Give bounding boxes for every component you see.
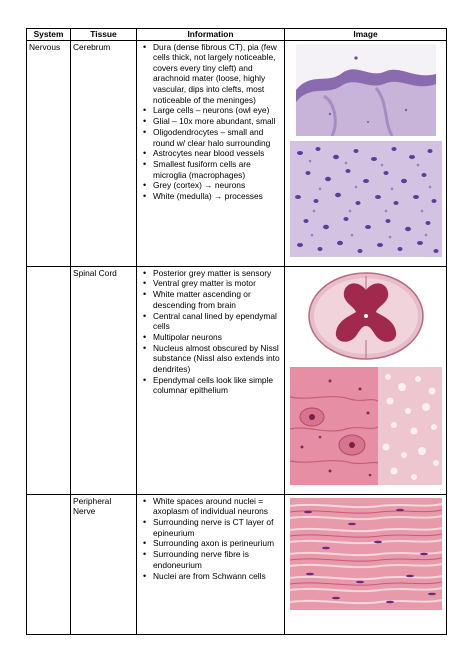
list-item: • Surrounding nerve is CT layer of epineurium (153, 517, 282, 538)
information-cell (137, 494, 285, 634)
spinal-cord-high-mag-image (290, 367, 442, 485)
list-item: • Smallest fusiform cells are microglia (macrophages) (153, 159, 282, 180)
tissue-cell: Peripheral Nerve (71, 494, 137, 634)
table-row (27, 266, 447, 494)
list-item: • Ependymal cells look like simple columnar epithelium (153, 375, 282, 396)
list-item: • White matter ascending or descending from brain (153, 289, 282, 310)
list-item: • Grey (cortex) → neurons (153, 180, 282, 191)
peripheral-nerve-image (290, 498, 442, 610)
histology-table (26, 28, 447, 635)
list-item: • Large cells – neurons (owl eye) (153, 105, 282, 116)
header-information: Information (137, 29, 285, 41)
cerebrum-high-mag-image (290, 141, 442, 257)
information-cell (137, 266, 285, 494)
list-item: • Surrounding nerve fibre is endoneurium (153, 549, 282, 570)
list-item: • Dura (dense fibrous CT), pia (few cells thick, not largely noticeable, covers every tiny cleft) and arachnoid mater (loose, highly vascular, dips into clefts, most noticeable of the meninges) (153, 42, 282, 106)
list-item: • Posterior grey matter is sensory (153, 268, 282, 279)
list-item: • White spaces around nuclei = axoplasm of individual neurons (153, 496, 282, 517)
info-list (139, 496, 282, 582)
system-cell: Nervous (27, 40, 71, 266)
list-item: • Surrounding axon is perineurium (153, 538, 282, 549)
list-item: • Nucleus almost obscured by Nissl substance (Nissl also extends into dendrites) (153, 343, 282, 375)
header-system: System (27, 29, 71, 41)
info-list (139, 268, 282, 396)
table-row (27, 40, 447, 266)
image-cell (285, 266, 447, 494)
list-item: • Multipolar neurons (153, 332, 282, 343)
header-image: Image (285, 29, 447, 41)
cerebrum-low-mag-image (296, 44, 436, 136)
system-cell (27, 494, 71, 634)
info-list (139, 42, 282, 202)
image-cell (285, 494, 447, 634)
tissue-cell: Cerebrum (71, 40, 137, 266)
list-item: • White (medulla) → processes (153, 191, 282, 202)
list-item: • Oligodendrocytes – small and round w/ clear halo surrounding (153, 127, 282, 148)
list-item: • Glial – 10x more abundant, small (153, 116, 282, 127)
spinal-cord-cross-section-image (306, 270, 426, 362)
list-item: • Central canal lined by ependymal cells (153, 311, 282, 332)
table-row (27, 494, 447, 634)
information-cell (137, 40, 285, 266)
tissue-cell: Spinal Cord (71, 266, 137, 494)
list-item: • Ventral grey matter is motor (153, 278, 282, 289)
image-cell (285, 40, 447, 266)
list-item: • Nuclei are from Schwann cells (153, 571, 282, 582)
system-cell (27, 266, 71, 494)
header-row (27, 29, 447, 41)
header-tissue: Tissue (71, 29, 137, 41)
list-item: • Astrocytes near blood vessels (153, 148, 282, 159)
